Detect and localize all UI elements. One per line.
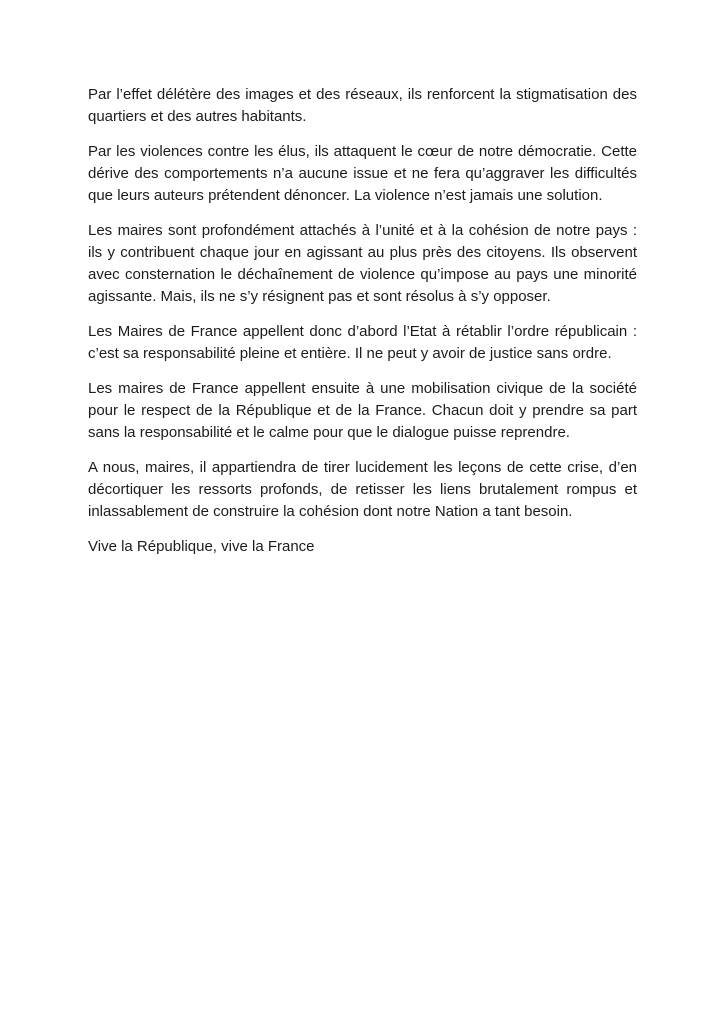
paragraph-1: Par l’effet délétère des images et des réseaux, ils renforcent la stigmatisation des quartiers et des autres habitants.	[88, 86, 637, 125]
closing-line: Vive la République, vive la France	[88, 538, 315, 555]
paragraph-2: Par les violences contre les élus, ils attaquent le cœur de notre démocratie. Cette dérive des comportements n’a aucune issue et ne fera qu’aggraver les difficultés que leurs auteurs prétendent dénoncer. La violence n’est jamais une solution.	[88, 143, 637, 204]
paragraph-6: A nous, maires, il appartiendra de tirer lucidement les leçons de cette crise, d’en décortiquer les ressorts profonds, de retisser les liens brutalement rompus et inlassablement de construire la cohésion dont notre Nation a tant besoin.	[88, 459, 637, 520]
paragraph-5: Les maires de France appellent ensuite à une mobilisation civique de la société pour le respect de la République et de la France. Chacun doit y prendre sa part sans la responsabilité et le calme pour que le dialogue puisse reprendre.	[88, 380, 637, 441]
document-text-block	[88, 84, 637, 558]
paragraph-4: Les Maires de France appellent donc d’abord l’Etat à rétablir l’ordre républicain : c’est sa responsabilité pleine et entière. Il ne peut y avoir de justice sans ordre.	[88, 323, 637, 362]
paragraph-3: Les maires sont profondément attachés à l’unité et à la cohésion de notre pays : ils y contribuent chaque jour en agissant au plus près des citoyens. Ils observent avec consternation le déchaînement de violence qu’impose au pays une minorité agissante. Mais, ils ne s’y résignent pas et sont résolus à s’y opposer.	[88, 222, 637, 305]
